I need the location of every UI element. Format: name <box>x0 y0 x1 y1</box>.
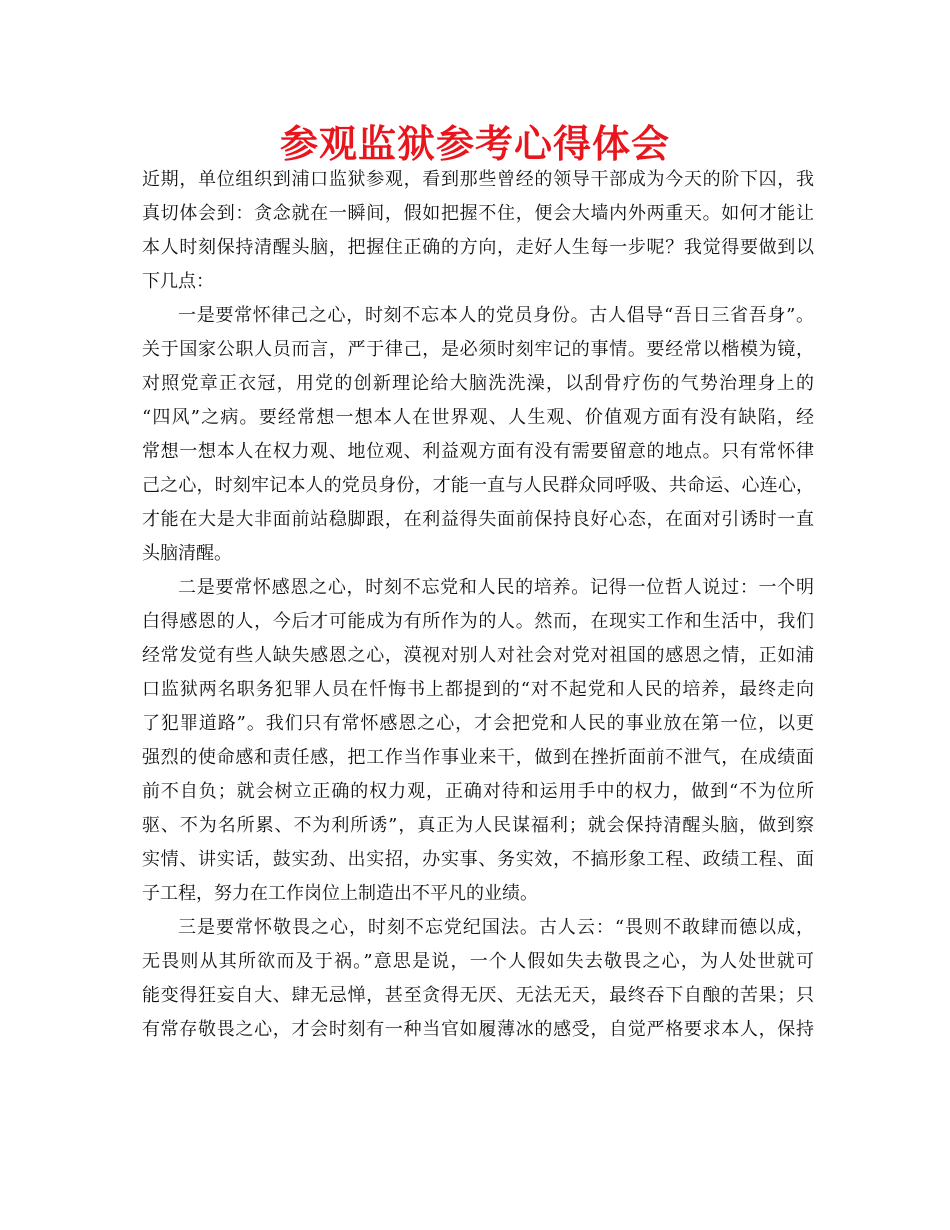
text-line: 口监狱两名职务犯罪人员在忏悔书上都提到的“对不起党和人民的培养，最终走向 <box>142 679 814 700</box>
text-line: 二是要常怀感恩之心，时刻不忘党和人民的培养。记得一位哲人说过：一个明 <box>178 577 814 598</box>
text-line: 才能在大是大非面前站稳脚跟，在利益得失面前保持良好心态，在面对引诱时一直 <box>142 509 814 530</box>
text-line: 强烈的使命感和责任感，把工作当作事业来干，做到在挫折面前不泄气，在成绩面 <box>142 747 814 768</box>
text-line: 常想一想本人在权力观、地位观、利益观方面有没有需要留意的地点。只有常怀律 <box>142 441 814 462</box>
text-line: 对照党章正衣冠，用党的创新理论给大脑洗洗澡，以刮骨疗伤的气势治理身上的 <box>142 373 814 394</box>
text-line: 关于国家公职人员而言，严于律己，是必须时刻牢记的事情。要经常以楷模为镜， <box>142 339 814 360</box>
text-line: 真切体会到：贪念就在一瞬间，假如把握不住，便会大墙内外两重天。如何才能让 <box>142 203 814 224</box>
text-line: 经常发觉有些人缺失感恩之心，漠视对别人对社会对党对祖国的感恩之情，正如浦 <box>142 645 814 666</box>
text-line: 能变得狂妄自大、肆无忌惮，甚至贪得无厌、无法无天，最终吞下自酿的苦果；只 <box>142 985 814 1006</box>
text-line: 了犯罪道路”。我们只有常怀感恩之心，才会把党和人民的事业放在第一位，以更 <box>142 713 814 734</box>
text-line: 近期，单位组织到浦口监狱参观，看到那些曾经的领导干部成为今天的阶下囚，我 <box>142 169 814 190</box>
document-title: 参观监狱参考心得体会 <box>279 122 670 166</box>
text-line: 白得感恩的人，今后才可能成为有所作为的人。然而，在现实工作和生活中，我们 <box>142 611 814 632</box>
text-line: 有常存敬畏之心，才会时刻有一种当官如履薄冰的感受，自觉严格要求本人，保持 <box>142 1019 814 1040</box>
text-line: 子工程，努力在工作岗位上制造出不平凡的业绩。 <box>142 883 538 904</box>
text-line: 一是要常怀律己之心，时刻不忘本人的党员身份。古人倡导“吾日三省吾身”。 <box>178 305 814 326</box>
text-line: 驱、不为名所累、不为利所诱”，真正为人民谋福利；就会保持清醒头脑，做到察 <box>142 815 814 836</box>
text-line: 实情、讲实话，鼓实劲、出实招，办实事、务实效，不搞形象工程、政绩工程、面 <box>142 849 814 870</box>
text-line: “四风”之病。要经常想一想本人在世界观、人生观、价值观方面有没有缺陷，经 <box>142 407 814 428</box>
text-line: 三是要常怀敬畏之心，时刻不忘党纪国法。古人云：“畏则不敢肆而德以成， <box>178 917 814 938</box>
text-line: 无畏则从其所欲而及于祸。”意思是说，一个人假如失去敬畏之心，为人处世就可 <box>142 951 814 972</box>
text-line: 前不自负；就会树立正确的权力观，正确对待和运用手中的权力，做到“不为位所 <box>142 781 814 802</box>
text-line: 下几点： <box>142 271 214 292</box>
text-line: 本人时刻保持清醒头脑，把握住正确的方向，走好人生每一步呢？我觉得要做到以 <box>142 237 814 258</box>
document-body <box>142 163 814 1047</box>
text-line: 己之心，时刻牢记本人的党员身份，才能一直与人民群众同呼吸、共命运、心连心， <box>142 475 814 496</box>
text-line: 头脑清醒。 <box>142 543 232 564</box>
